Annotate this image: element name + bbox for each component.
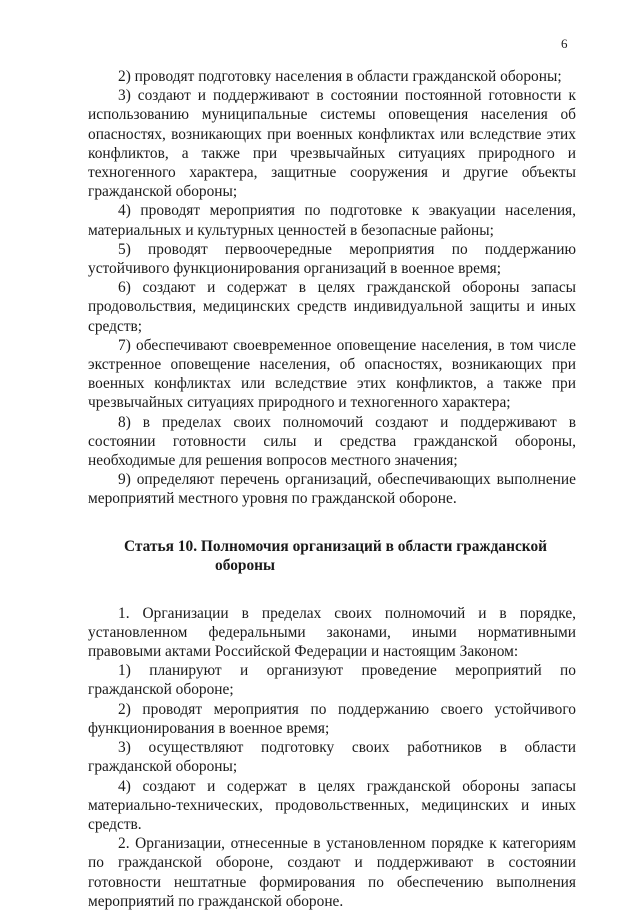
article-heading bbox=[88, 537, 576, 576]
list-item: 3) осуществляют подготовку своих работников в области гражданской обороны; bbox=[88, 739, 576, 776]
list-item: 9) определяют перечень организаций, обеспечивающих выполнение мероприятий местного уровня по гражданской обороне. bbox=[88, 471, 576, 508]
list-item: 3) создают и поддерживают в состоянии постоянной готовности к использованию муниципальные системы оповещения населения об опасностях, возникающих при военных конфликтах или вследствие этих конфликтов, а также при чрезвычайных ситуациях природного и техногенного характера, защитные сооружения и другие объекты гражданской обороны; bbox=[88, 87, 576, 201]
list-item: 4) создают и содержат в целях гражданской обороны запасы материально-технических, продовольственных, медицинских и иных средств. bbox=[88, 777, 576, 833]
spacer bbox=[88, 576, 576, 604]
spacer bbox=[88, 509, 576, 537]
list-item: 5) проводят первоочередные мероприятия по поддержанию устойчивого функционирования организаций в военное время; bbox=[88, 240, 576, 278]
list-item: 2) проводят подготовку населения в области гражданской обороны; bbox=[118, 68, 562, 85]
article-heading-line1: Статья 10. Полномочия организаций в области гражданской bbox=[124, 537, 548, 555]
page-number: 6 bbox=[561, 36, 568, 51]
list-item: 7) обеспечивают своевременное оповещение населения, в том числе экстренное оповещение населения, об опасностях, возникающих при военных конфликтах или вследствие этих конфликтов, а также при чрезвычайных ситуациях природного и техногенного характера; bbox=[88, 336, 576, 412]
list-item: 2) проводят мероприятия по поддержанию своего устойчивого функционирования в военное время; bbox=[88, 700, 576, 737]
list-item: 8) в пределах своих полномочий создают и поддерживают в состоянии готовности силы и средства гражданской обороны, необходимые для решения вопросов местного значения; bbox=[88, 413, 576, 470]
document-body bbox=[88, 67, 576, 911]
list-item: 6) создают и содержат в целях гражданской обороны запасы продовольствия, медицинских средств индивидуальной защиты и иных средств; bbox=[88, 279, 576, 335]
list-item: 1) планируют и организуют проведение мероприятий по гражданской обороне; bbox=[88, 662, 576, 699]
article-part-2: 2. Организации, отнесенные в установленном порядке к категориям по гражданской обороне, создают и поддерживают в состоянии готовности нештатные формирования по обеспечению выполнения мероприятий по гражданской обороне. bbox=[88, 835, 576, 910]
article-heading-line2: обороны bbox=[215, 557, 276, 575]
list-item: 4) проводят мероприятия по подготовке к эвакуации населения, материальных и культурных ценностей в безопасные районы; bbox=[88, 202, 576, 239]
article-intro: 1. Организации в пределах своих полномочий и в порядке, установленном федеральными законами, иными нормативными правовыми актами Российской Федерации и настоящим Законом: bbox=[88, 604, 576, 661]
